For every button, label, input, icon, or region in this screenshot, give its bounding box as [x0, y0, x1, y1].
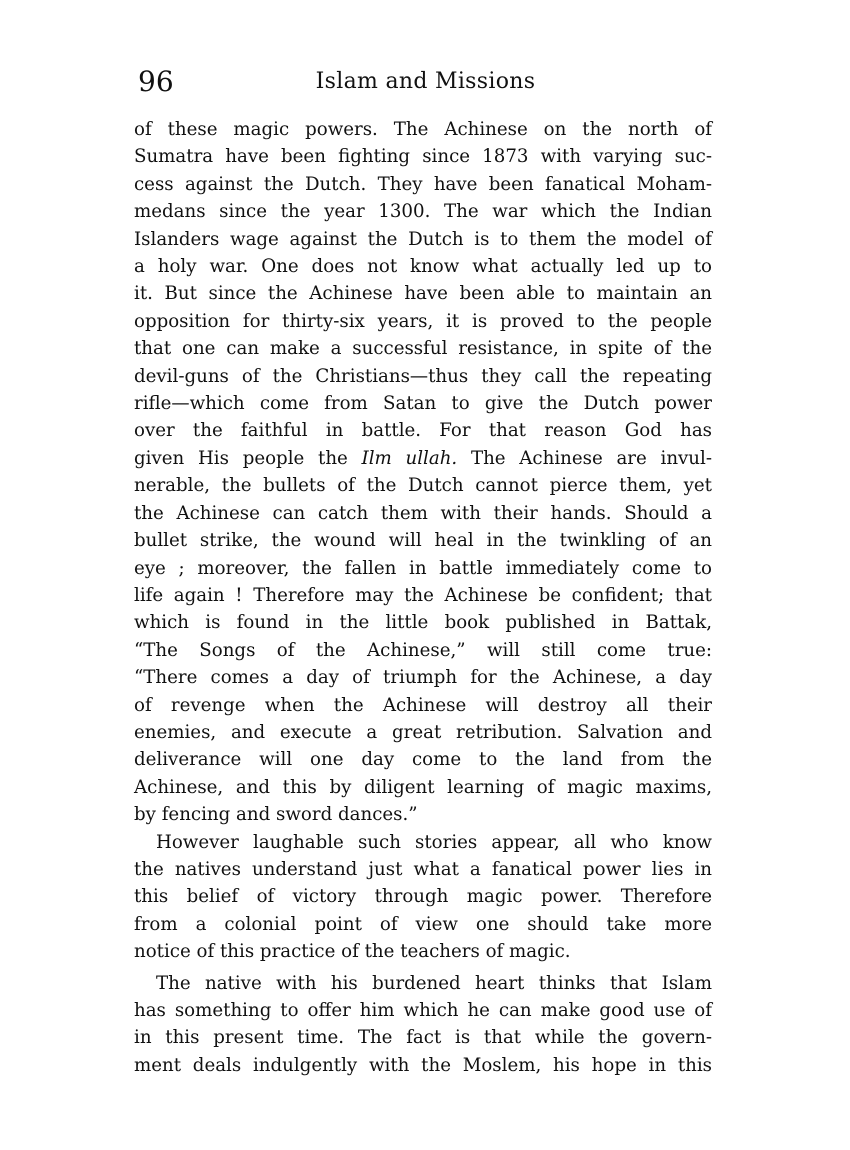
text-line: enemies, and execute a great retribution. Salvation and	[134, 721, 712, 743]
text-line: that one can make a successful resistance, in spite of the	[134, 338, 712, 360]
paragraph-2	[134, 829, 712, 966]
text-line: this belief of victory through magic power. Therefore	[134, 886, 712, 908]
running-head-title: Islam and Missions	[315, 69, 536, 94]
text-line: notice of this practice of the teachers of magic.	[134, 941, 571, 963]
text-line: The native with his burdened heart thinks that Islam	[156, 972, 712, 994]
text-line: over the faithful in battle. For that reason God has	[134, 420, 712, 442]
text-line: deliverance will one day come to the land from the	[134, 749, 712, 771]
text-line: “The Songs of the Achinese,” will still come true:	[134, 639, 712, 661]
text-line: bullet strike, the wound will heal in the twinkling of an	[134, 530, 712, 552]
running-head	[138, 62, 713, 102]
text-line: eye ; moreover, the fallen in battle immediately come to	[134, 557, 712, 579]
text-line: it. But since the Achinese have been able to maintain an	[134, 283, 712, 305]
text-segment: given His people the	[134, 447, 362, 469]
text-line: of revenge when the Achinese will destroy all their	[134, 694, 712, 716]
page-number: 96	[138, 65, 174, 98]
text-line: medans since the year 1300. The war which the Indian	[134, 201, 712, 223]
text-line: devil-guns of the Christians—thus they call the repeating	[134, 365, 712, 387]
text-line: which is found in the little book published in Battak,	[134, 612, 712, 634]
text-segment: The Achinese are invul-	[457, 447, 712, 469]
text-line: from a colonial point of view one should take more	[134, 913, 712, 935]
text-line: cess against the Dutch. They have been fanatical Moham-	[134, 173, 712, 195]
text-line-with-italic	[134, 445, 712, 472]
text-line: “There comes a day of triumph for the Achinese, a day	[134, 667, 712, 689]
body-text	[134, 116, 712, 1079]
text-line: nerable, the bullets of the Dutch cannot pierce them, yet	[134, 475, 712, 497]
text-line: the natives understand just what a fanatical power lies in	[134, 858, 712, 880]
text-line: rifle—which come from Satan to give the Dutch power	[134, 393, 712, 415]
text-line: Sumatra have been fighting since 1873 with varying suc-	[134, 146, 712, 168]
text-line: a holy war. One does not know what actually led up to	[134, 256, 712, 278]
text-line: has something to offer him which he can make good use of	[134, 1000, 712, 1021]
text-line: ment deals indulgently with the Moslem, his hope in this	[134, 1054, 712, 1076]
text-line: the Achinese can catch them with their hands. Should a	[134, 502, 712, 524]
text-line: in this present time. The fact is that while the govern-	[134, 1027, 712, 1049]
paragraph-1	[134, 116, 712, 829]
text-line: of these magic powers. The Achinese on the north of	[134, 119, 712, 140]
text-line: However laughable such stories appear, all who know	[156, 831, 712, 853]
text-line: opposition for thirty-six years, it is proved to the people	[134, 310, 712, 332]
text-line: Achinese, and this by diligent learning of magic maxims,	[134, 776, 712, 798]
paragraph-3	[134, 970, 712, 1080]
italic-term: Ilm ullah.	[361, 447, 458, 469]
text-line: Islanders wage against the Dutch is to them the model of	[134, 228, 712, 250]
text-line: by fencing and sword dances.”	[134, 804, 418, 826]
text-line: life again ! Therefore may the Achinese be confident; that	[134, 584, 712, 606]
